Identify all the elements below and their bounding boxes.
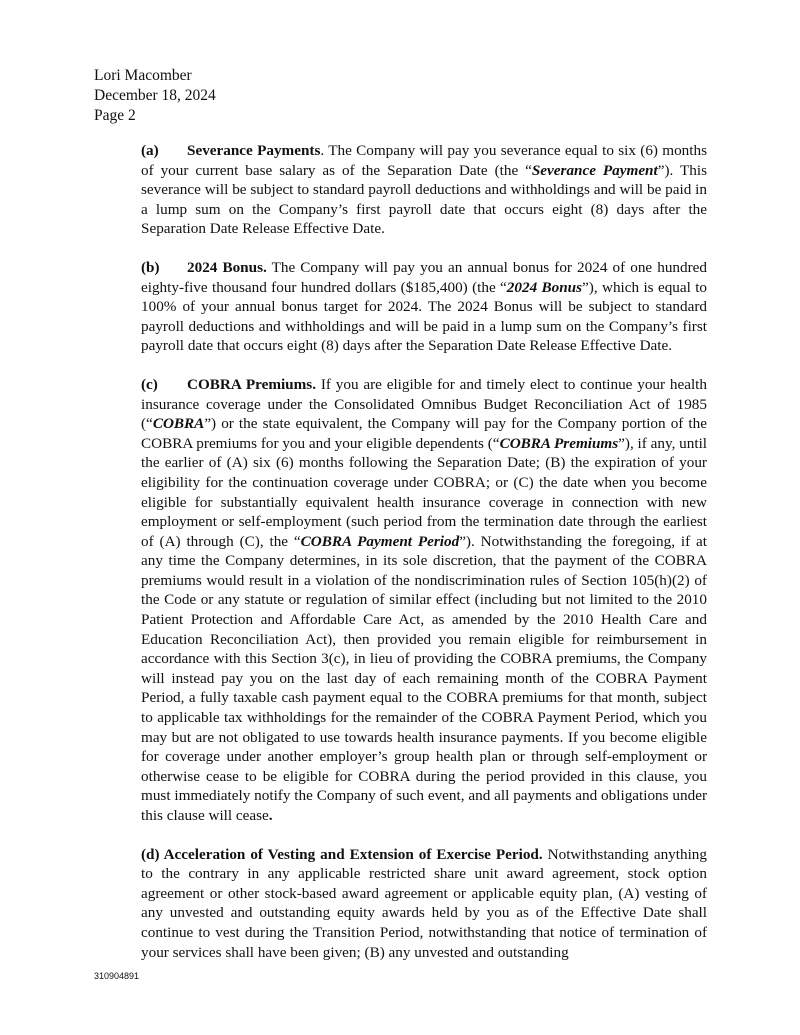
section-text: If you are eligible for and timely elect to continue your health insurance coverage under the Consolidated Omnibus Budget Reconciliation Act of 1985 (“ <box>141 375 707 433</box>
defined-term: COBRA <box>152 415 205 433</box>
letter-header <box>94 66 216 126</box>
section-label: (d) <box>141 845 160 863</box>
page-number: Page 2 <box>94 107 136 124</box>
section-text: . The Company will pay you severance equal to six (6) months of your current base salary as of the Separation Date (the “ <box>141 142 708 179</box>
section-title: Acceleration of Vesting and Extension of Exercise Period. <box>163 845 543 863</box>
section-text: The Company will pay you an annual bonus for 2024 of one hundred eighty-five thousand four hundred dollars ($185,400) (the “ <box>141 258 707 296</box>
section-label: (b) <box>141 258 160 276</box>
section-text: ”) or the state equivalent, the Company will pay for the Company portion of the COBRA premiums for you and your eligible dependents (“ <box>141 415 707 452</box>
defined-term: COBRA Payment Period <box>300 532 460 550</box>
defined-term: 2024 Bonus <box>506 278 583 296</box>
section-c-cobra-premiums <box>141 375 707 826</box>
defined-term: COBRA Premiums <box>499 434 619 452</box>
recipient-name: Lori Macomber <box>94 67 192 84</box>
section-text: ”), if any, until the earlier of (A) six (6) months following the Separation Date; (B) the expiration of your eligibility for the continuation coverage under COBRA; or (C) the date when you become eligible for substantially equivalent health insurance coverage in connection with new employment or self-employment (such period from the termination date through the earliest of (A) through (C), the “ <box>141 434 708 550</box>
section-d-acceleration-of-vesting <box>141 845 707 963</box>
section-a-severance-payments <box>141 141 707 239</box>
letter-body <box>141 141 707 981</box>
section-b-2024-bonus <box>141 258 707 356</box>
section-label: (c) <box>141 375 158 393</box>
section-text: ”), which is equal to 100% of your annual bonus target for 2024. The 2024 Bonus will be subject to standard payroll deductions and withholdings and will be paid in a lump sum on the Company’s first payroll date that occurs eight (8) days after the Separation Date Release Effective Date. <box>141 278 708 355</box>
section-text: Notwithstanding anything to the contrary in any applicable restricted share unit award agreement, stock option agreement or other stock-based award agreement or applicable equity plan, (A) vesting of any unvested and outstanding equity awards held by you as of the Effective Date shall continue to vest during the Transition Period, notwithstanding that notice of termination of your services shall have been given; (B) any unvested and outstanding <box>141 845 707 961</box>
document-id: 310904891 <box>94 971 140 981</box>
letter-date: December 18, 2024 <box>94 87 216 104</box>
section-title: 2024 Bonus. <box>187 258 267 276</box>
defined-term: Severance Payment <box>531 161 658 179</box>
section-label: (a) <box>141 142 159 159</box>
section-title: COBRA Premiums. <box>187 375 316 393</box>
closing-period: . <box>268 807 273 824</box>
section-text: ”). This severance will be subject to standard payroll deductions and withholdings and will be paid in a lump sum on the Company’s first payroll date that occurs eight (8) days after the Separation Date Release Effective Date. <box>141 161 707 238</box>
section-text: ”). Notwithstanding the foregoing, if at any time the Company determines, in its sole discretion, that the payment of the COBRA premiums would result in a violation of the nondiscrimination rules of Section 105(h)(2) of the Code or any statute or regulation of similar effect (including but not limited to the 2010 Patient Protection and Affordable Care Act, as amended by the 2010 Health Care and Education Reconciliation Act), then provided you remain eligible for reimbursement in accordance with this Section 3(c), in lieu of providing the COBRA premiums, the Company will instead pay you on the last day of each remaining month of the COBRA Payment Period, a fully taxable cash payment equal to the COBRA premiums for that month, subject to applicable tax withholdings for the remainder of the COBRA Payment Period, which you may but are not obligated to use towards health insurance payments. If you become eligible for coverage under another employer’s group health plan or through self-employment or otherwise cease to be eligible for COBRA during the period provided in this clause, you must immediately notify the Company of such event, and all payments and obligations under this clause will cease <box>141 532 707 824</box>
section-title: Severance Payments <box>187 142 321 159</box>
